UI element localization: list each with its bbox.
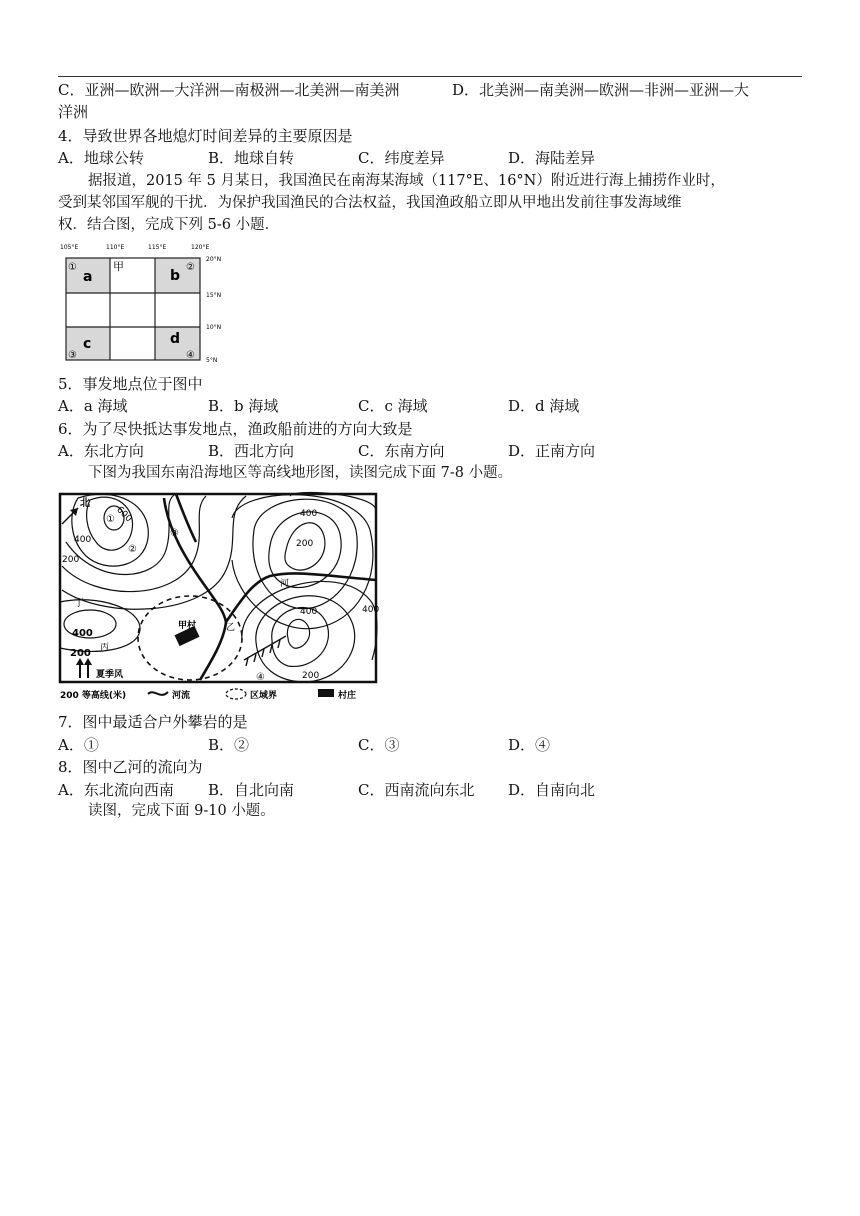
lon-label: 120°E (191, 244, 210, 251)
q5-stem: 5．事发地点位于图中 (58, 375, 203, 393)
contour-label: 400 (72, 628, 93, 639)
bing-label: 丙 (100, 643, 110, 653)
point-jia: 甲 (113, 260, 124, 273)
lon-label: 110°E (106, 244, 125, 251)
q6-option-a: A．东北方向 (58, 442, 144, 460)
contour-label: 400 (362, 605, 380, 615)
legend-river: 河流 (172, 691, 191, 701)
q4-stem: 4．导致世界各地熄灯时间差异的主要原因是 (58, 127, 353, 145)
q4-option-b: B．地球自转 (208, 149, 295, 167)
contour-label: 200 (302, 671, 320, 681)
q6-option-b: B．西北方向 (208, 442, 295, 460)
q8-option-c: C．西南流向东北 (358, 781, 475, 799)
intro-9-10 (58, 800, 804, 822)
point-3: ③ (170, 528, 179, 539)
contour-label: 200 (62, 555, 80, 565)
q4-option-c: C．纬度差异 (358, 149, 445, 167)
circle-4: ④ (186, 350, 195, 361)
village-label: 甲村 (178, 621, 197, 631)
circle-2: ② (186, 262, 195, 273)
q3-option-d-cont: 洋洲 (58, 103, 89, 121)
yi-label: 乙 (226, 623, 236, 633)
circle-1: ① (68, 262, 77, 273)
q8-stem: 8．图中乙河的流向为 (58, 758, 203, 776)
q3-option-c: C．亚洲—欧洲—大洋洲—南极洲—北美洲—南美洲 (58, 81, 400, 99)
q7-option-b: B．② (208, 736, 250, 754)
grid-map (56, 240, 240, 368)
q4-option-d: D．海陆差异 (508, 149, 596, 167)
point-4: ④ (256, 672, 265, 683)
legend-boundary: 区域界 (250, 691, 278, 701)
contour-label: 400 (74, 535, 92, 545)
lat-label: 10°N (206, 324, 222, 331)
contour-map (56, 490, 384, 704)
cell-a: a (83, 269, 93, 285)
q6-stem: 6．为了尽快抵达事发地点，渔政船前进的方向大致是 (58, 420, 413, 438)
q7-stem: 7．图中最适合户外攀岩的是 (58, 713, 248, 731)
q3-option-d: D．北美洲—南美洲—欧洲—非洲—亚洲—大 (452, 81, 750, 99)
contour-label: 200 (296, 539, 314, 549)
q6-option-d: D．正南方向 (508, 442, 596, 460)
point-1: ① (106, 514, 115, 525)
map-legend (60, 689, 356, 701)
q8-option-b: B．自北向南 (208, 781, 295, 799)
intro-7-8 (58, 462, 804, 484)
contour-label: 400 (300, 607, 318, 617)
lat-label: 5°N (206, 357, 218, 364)
passage-line-3: 权．结合图，完成下列 5-6 小题． (58, 217, 280, 233)
contour-label: 200 (70, 648, 91, 659)
lat-label: 15°N (206, 292, 222, 299)
river-label: 河 (280, 579, 290, 589)
contour-label: 600 (114, 505, 134, 525)
lat-label: 20°N (206, 256, 222, 263)
cell-c: c (83, 336, 92, 352)
cell-b: b (170, 268, 181, 284)
q7-option-a: A．① (58, 736, 99, 754)
lon-label: 105°E (60, 244, 79, 251)
q5-option-b: B．b 海域 (208, 397, 279, 415)
header-rule (58, 76, 802, 77)
q6-option-c: C．东南方向 (358, 442, 445, 460)
q4-option-a: A．地球公转 (58, 149, 144, 167)
monsoon-label: 夏季风 (96, 670, 124, 680)
legend-contour: 200 等高线(米) (60, 691, 127, 701)
lon-label: 115°E (148, 244, 167, 251)
contour-label: 400 (300, 509, 318, 519)
q5-option-a: A．a 海域 (58, 397, 128, 415)
ding-label: 丁 (74, 598, 84, 609)
q5-option-c: C．c 海域 (358, 397, 428, 415)
cell-d: d (170, 331, 181, 347)
q8-option-d: D．自南向北 (508, 781, 596, 799)
passage-5-6 (58, 170, 804, 236)
q5-option-d: D．d 海域 (508, 397, 580, 415)
point-2: ② (128, 544, 137, 555)
q8-option-a: A．东北流向西南 (58, 781, 174, 799)
legend-village: 村庄 (338, 691, 357, 701)
intro-9-10-text: 读图，完成下面 9-10 小题。 (88, 803, 275, 819)
passage-line-2: 受到某邻国军舰的干扰．为保护我国渔民的合法权益，我国渔政船立即从甲地出发前往事发海域维 (58, 195, 682, 211)
north-label: 北 (80, 498, 90, 509)
q7-option-c: C．③ (358, 736, 400, 754)
q7-option-d: D．④ (508, 736, 551, 754)
passage-line-1: 据报道，2015 年 5 月某日，我国渔民在南海某海域（117°E、16°N）附近进行海上捕捞作业时， (88, 173, 725, 189)
intro-7-8-text: 下图为我国东南沿海地区等高线地形图，读图完成下面 7-8 小题。 (88, 465, 513, 481)
circle-3: ③ (68, 350, 77, 361)
